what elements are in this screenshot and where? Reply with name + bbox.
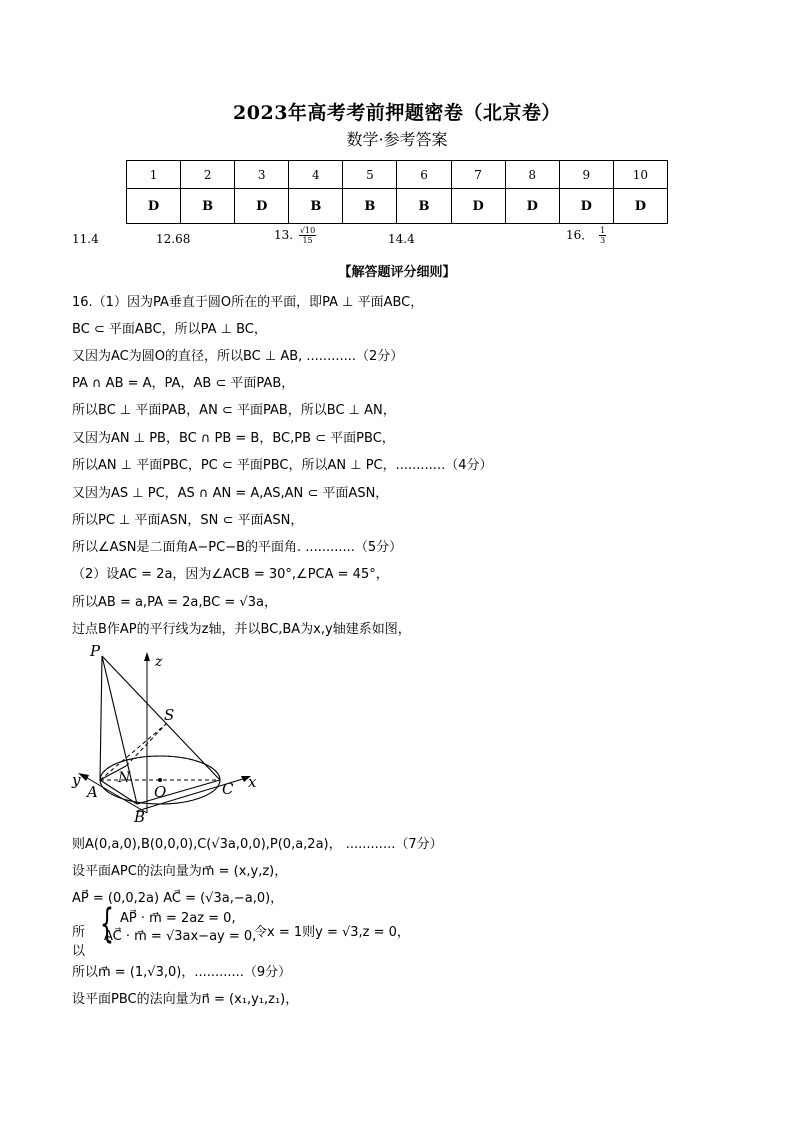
solution-line: 所以m⃗ = (1,√3,0)，............（9分） <box>72 965 292 980</box>
question-number: 7 <box>451 161 505 189</box>
question-number: 1 <box>127 161 181 189</box>
solution-line: （2）设AC = 2a，因为∠ACB = 30°,∠PCA = 45°， <box>72 567 389 582</box>
answer-q11: 11.4 <box>72 232 99 246</box>
question-number: 2 <box>181 161 235 189</box>
segment-pa <box>100 656 102 780</box>
geometry-figure <box>70 642 270 826</box>
solution-line: PA ∩ AB = A，PA，AB ⊂ 平面PAB， <box>72 376 295 391</box>
system-equation-2: AC⃗ · m⃗ = √3ax−ay = 0, <box>104 929 257 944</box>
segment-pc <box>102 656 220 780</box>
segment-as-dashed <box>100 724 166 780</box>
q16-prefix: 16． <box>566 228 594 242</box>
label-x: x <box>248 773 257 791</box>
solution-line: AP⃗ = (0,0,2a) AC⃗ = (√3a,−a,0)， <box>72 891 284 906</box>
system-prefix: 所以 <box>72 925 86 959</box>
answer-table <box>126 160 668 224</box>
section-title: 【解答题评分细则】 <box>338 265 456 280</box>
answer-cell: B <box>181 189 235 224</box>
solution-line: 16.（1）因为PA垂直于圆O所在的平面，即PA ⊥ 平面ABC， <box>72 295 424 310</box>
label-c: C <box>222 780 234 798</box>
question-number: 3 <box>235 161 289 189</box>
answer-q16-label <box>566 226 606 245</box>
answer-cell: B <box>289 189 343 224</box>
solution-line: 所以PC ⊥ 平面ASN，SN ⊂ 平面ASN， <box>72 513 304 528</box>
solution-line: 过点B作AP的平行线为z轴，并以BC,BA为x,y轴建系如图， <box>72 622 411 637</box>
q13-denominator: 15 <box>302 236 313 245</box>
label-a: A <box>87 783 98 801</box>
question-number: 6 <box>397 161 451 189</box>
q16-numerator: 1 <box>600 226 606 235</box>
system-conclusion: 令x = 1则y = √3,z = 0， <box>254 925 410 940</box>
q13-numerator: √10 <box>299 226 316 235</box>
answer-q14: 14.4 <box>388 232 415 246</box>
answer-cell: D <box>505 189 559 224</box>
label-o: O <box>154 783 167 801</box>
label-s: S <box>164 706 175 724</box>
solution-line: 所以AB = a,PA = 2a,BC = √3a， <box>72 595 277 610</box>
answer-q12: 12.68 <box>156 232 191 246</box>
label-z: z <box>155 654 163 670</box>
label-b: B <box>134 808 146 826</box>
solution-line: 又因为AS ⊥ PC，AS ∩ AN = A,AS,AN ⊂ 平面ASN， <box>72 486 389 501</box>
question-number-row <box>127 161 668 189</box>
q13-fraction <box>299 226 316 245</box>
solution-line: 又因为AC为圆O的直径，所以BC ⊥ AB, ............（2分） <box>72 349 404 364</box>
page-subtitle: 数学·参考答案 <box>346 130 448 149</box>
solution-line: 又因为AN ⊥ PB，BC ∩ PB = B，BC,PB ⊂ 平面PBC， <box>72 431 395 446</box>
answer-cell: D <box>451 189 505 224</box>
solution-line: BC ⊂ 平面ABC，所以PA ⊥ BC， <box>72 322 267 337</box>
answer-row <box>127 189 668 224</box>
page-title: 2023年高考考前押题密卷（北京卷） <box>233 102 561 124</box>
solution-line: 则A(0,a,0),B(0,0,0),C(√3a,0,0),P(0,a,2a)， ............（7分） <box>72 837 443 852</box>
q16-fraction <box>599 226 606 245</box>
answer-cell: B <box>397 189 451 224</box>
left-brace: { <box>100 901 114 947</box>
answer-cell: D <box>235 189 289 224</box>
system-equation-1: AP⃗ · m⃗ = 2az = 0, <box>120 911 236 926</box>
label-p: P <box>90 642 101 660</box>
question-number: 10 <box>613 161 667 189</box>
center-point <box>158 778 162 782</box>
solution-line: 所以BC ⊥ 平面PAB，AN ⊂ 平面PAB，所以BC ⊥ AN， <box>72 403 396 418</box>
question-number: 8 <box>505 161 559 189</box>
solution-line: 所以∠ASN是二面角A−PC−B的平面角. ............（5分） <box>72 540 403 555</box>
question-number: 5 <box>343 161 397 189</box>
answer-cell: D <box>613 189 667 224</box>
answer-cell: D <box>559 189 613 224</box>
solution-line: 所以AN ⊥ 平面PBC，PC ⊂ 平面PBC，所以AN ⊥ PC，............（4分） <box>72 458 493 473</box>
segment-sn-dashed <box>126 724 166 766</box>
label-n: N <box>118 770 131 786</box>
q13-prefix: 13. <box>274 228 294 242</box>
question-number: 9 <box>559 161 613 189</box>
answer-q13 <box>274 226 316 245</box>
q16-denominator: 3 <box>600 236 606 245</box>
solution-line: 设平面PBC的法向量为n⃗ = (x₁,y₁,z₁)， <box>72 992 299 1007</box>
solution-line: 设平面APC的法向量为m⃗ = (x,y,z)， <box>72 864 288 879</box>
label-y: y <box>72 771 81 789</box>
answer-cell: D <box>127 189 181 224</box>
z-arrow <box>144 652 150 661</box>
answer-cell: B <box>343 189 397 224</box>
question-number: 4 <box>289 161 343 189</box>
segment-bc <box>137 780 220 804</box>
